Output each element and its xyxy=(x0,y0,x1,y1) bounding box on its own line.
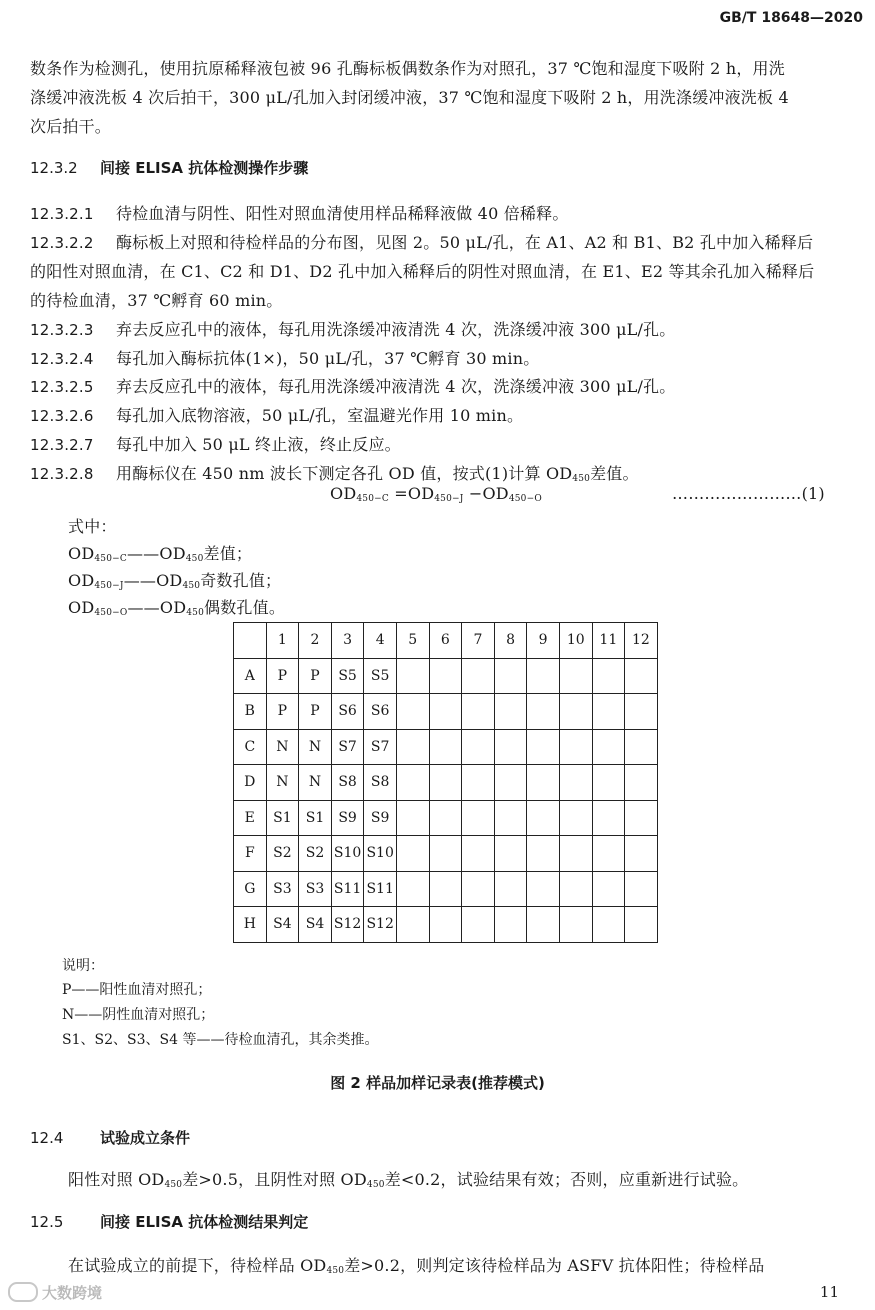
para-sub: 450 xyxy=(164,1180,183,1190)
table-row xyxy=(234,800,658,836)
table-cell xyxy=(527,765,560,801)
column-header-cell: 6 xyxy=(429,623,462,659)
formula-sub-j: 450−J xyxy=(434,494,464,504)
table-cell xyxy=(527,907,560,943)
section-number: 12.5 xyxy=(30,1213,64,1231)
step-12-3-2-4 xyxy=(30,346,539,369)
table-cell: N xyxy=(299,765,332,801)
section-12-5-heading xyxy=(30,1211,308,1232)
row-header-cell: A xyxy=(234,658,267,694)
para-sub: 450 xyxy=(326,1266,345,1276)
table-cell: S12 xyxy=(364,907,397,943)
section-title: 试验成立条件 xyxy=(100,1129,191,1147)
where-od-sub: 450 xyxy=(182,581,201,591)
row-header-cell: C xyxy=(234,729,267,765)
table-cell xyxy=(396,800,429,836)
table-cell xyxy=(592,729,625,765)
column-header-cell: 3 xyxy=(331,623,364,659)
table-cell xyxy=(494,658,527,694)
step-text-tail: 差值。 xyxy=(590,464,639,483)
section-title: 间接 ELISA 抗体检测操作步骤 xyxy=(100,159,309,177)
step-number: 12.3.2.2 xyxy=(30,234,94,252)
table-cell xyxy=(396,658,429,694)
table-row xyxy=(234,729,658,765)
legend-item-s: S1、S2、S3、S4 等——待检血清孔，其余类推。 xyxy=(62,1032,379,1048)
column-header-cell: 5 xyxy=(396,623,429,659)
table-cell xyxy=(625,871,658,907)
step-12-3-2-5 xyxy=(30,374,675,397)
table-cell xyxy=(494,836,527,872)
table-cell xyxy=(494,729,527,765)
table-cell xyxy=(494,907,527,943)
legend-item-n: N——阴性血清对照孔； xyxy=(62,1007,215,1023)
step-text: 用酶标仪在 450 nm 波长下测定各孔 OD 值，按式(1)计算 OD xyxy=(116,464,573,483)
table-cell xyxy=(592,871,625,907)
formula-reference xyxy=(672,484,825,503)
table-cell xyxy=(592,907,625,943)
table-cell xyxy=(559,765,592,801)
plate-layout-table xyxy=(233,622,658,943)
table-cell: S1 xyxy=(266,800,299,836)
step-12-3-2-7 xyxy=(30,432,401,455)
where-item-j xyxy=(68,568,281,591)
row-header-cell: F xyxy=(234,836,267,872)
where-desc: 差值； xyxy=(203,544,253,563)
step-number: 12.3.2.1 xyxy=(30,205,94,223)
step-number: 12.3.2.6 xyxy=(30,407,94,425)
standard-number: GB/T 18648—2020 xyxy=(719,10,863,26)
table-cell xyxy=(592,836,625,872)
where-sym: OD xyxy=(68,598,95,617)
table-cell xyxy=(527,658,560,694)
table-cell xyxy=(462,765,495,801)
step-text: 弃去反应孔中的液体，每孔用洗涤缓冲液清洗 4 次，洗涤缓冲液 300 μL/孔。 xyxy=(116,320,676,339)
table-cell xyxy=(494,871,527,907)
formula-minus: − xyxy=(468,484,483,503)
where-sym: OD xyxy=(68,571,95,590)
where-dash: —— xyxy=(127,598,160,617)
table-cell: S8 xyxy=(364,765,397,801)
table-row xyxy=(234,765,658,801)
table-cell xyxy=(462,907,495,943)
where-item-o xyxy=(68,595,285,618)
table-cell: S3 xyxy=(266,871,299,907)
table-cell xyxy=(625,907,658,943)
where-sub: 450−O xyxy=(94,608,128,618)
row-header-cell: G xyxy=(234,871,267,907)
table-cell: N xyxy=(266,729,299,765)
column-header-cell: 10 xyxy=(559,623,592,659)
table-cell: S10 xyxy=(364,836,397,872)
table-cell: S12 xyxy=(331,907,364,943)
table-cell xyxy=(429,729,462,765)
step-number: 12.3.2.5 xyxy=(30,378,94,396)
table-cell xyxy=(494,765,527,801)
table-cell: P xyxy=(299,658,332,694)
table-cell xyxy=(559,729,592,765)
where-desc: 奇数孔值； xyxy=(200,571,282,590)
table-cell: S3 xyxy=(299,871,332,907)
table-cell: P xyxy=(266,694,299,730)
table-row xyxy=(234,907,658,943)
table-cell xyxy=(462,694,495,730)
figure-caption: 图 2 样品加样记录表(推荐模式) xyxy=(330,1074,545,1092)
para-text: 差>0.5，且阴性对照 OD xyxy=(182,1170,367,1189)
where-item-c xyxy=(68,541,252,564)
table-cell: S7 xyxy=(364,729,397,765)
table-cell xyxy=(592,658,625,694)
table-cell xyxy=(462,836,495,872)
table-cell: N xyxy=(299,729,332,765)
table-cell: S10 xyxy=(331,836,364,872)
table-cell xyxy=(559,836,592,872)
step-12-3-2-3 xyxy=(30,317,675,340)
table-cell xyxy=(559,694,592,730)
step-number: 12.3.2.4 xyxy=(30,350,94,368)
table-cell xyxy=(462,658,495,694)
table-cell xyxy=(592,800,625,836)
column-header-cell: 7 xyxy=(462,623,495,659)
formula-sub-c: 450−C xyxy=(356,494,389,504)
table-cell: S1 xyxy=(299,800,332,836)
table-cell: S11 xyxy=(331,871,364,907)
table-cell: S2 xyxy=(266,836,299,872)
table-cell: S9 xyxy=(364,800,397,836)
table-cell: S11 xyxy=(364,871,397,907)
intro-line-1: 数条作为检测孔，使用抗原稀释液包被 96 孔酶标板偶数条作为对照孔，37 ℃饱和湿度下吸附 2 h，用洗 xyxy=(30,59,785,78)
column-header-cell: 12 xyxy=(625,623,658,659)
row-header-cell: H xyxy=(234,907,267,943)
row-header-cell: B xyxy=(234,694,267,730)
watermark-logo xyxy=(8,1282,102,1303)
table-row xyxy=(234,836,658,872)
step-12-3-2-6 xyxy=(30,403,523,426)
table-row xyxy=(234,658,658,694)
intro-line-2: 涤缓冲液洗板 4 次后拍干，300 μL/孔加入封闭缓冲液，37 ℃饱和湿度下吸附 2 h，用洗涤缓冲液洗板 4 xyxy=(30,88,789,107)
table-header-row xyxy=(234,623,658,659)
table-cell xyxy=(625,658,658,694)
table-row xyxy=(234,694,658,730)
page-number: 11 xyxy=(819,1283,839,1301)
table-cell: S4 xyxy=(299,907,332,943)
step-number: 12.3.2.3 xyxy=(30,321,94,339)
para-sub: 450 xyxy=(366,1180,385,1190)
column-header-cell: 2 xyxy=(299,623,332,659)
table-cell xyxy=(527,694,560,730)
where-od: OD xyxy=(159,544,186,563)
column-header-cell xyxy=(234,623,267,659)
table-cell: S5 xyxy=(364,658,397,694)
table-cell xyxy=(527,871,560,907)
where-title: 式中： xyxy=(68,517,117,536)
where-dash: —— xyxy=(123,571,157,590)
table-cell xyxy=(396,765,429,801)
table-cell xyxy=(625,800,658,836)
table-cell: S9 xyxy=(331,800,364,836)
table-cell xyxy=(429,871,462,907)
table-cell xyxy=(559,907,592,943)
table-cell xyxy=(559,800,592,836)
row-header-cell: E xyxy=(234,800,267,836)
formula-od-j: OD xyxy=(407,484,435,503)
table-cell xyxy=(625,694,658,730)
table-cell xyxy=(396,836,429,872)
table-cell xyxy=(625,765,658,801)
table-cell: S8 xyxy=(331,765,364,801)
table-cell xyxy=(625,836,658,872)
para-text: 差>0.2，则判定该待检样品为 ASFV 抗体阳性；待检样品 xyxy=(344,1256,765,1275)
section-title: 间接 ELISA 抗体检测结果判定 xyxy=(100,1213,309,1231)
table-cell xyxy=(527,836,560,872)
table-cell xyxy=(396,694,429,730)
table-cell: S7 xyxy=(331,729,364,765)
para-text: 阳性对照 OD xyxy=(68,1170,165,1189)
table-cell xyxy=(429,836,462,872)
formula-dots: …………………… xyxy=(672,484,802,503)
section-number: 12.4 xyxy=(30,1129,64,1147)
od-subscript: 450 xyxy=(572,474,591,484)
table-cell xyxy=(429,765,462,801)
where-dash: —— xyxy=(126,544,160,563)
table-cell xyxy=(625,729,658,765)
table-cell xyxy=(429,694,462,730)
table-cell xyxy=(429,907,462,943)
formula-sub-o: 450−O xyxy=(508,494,542,504)
table-cell xyxy=(592,765,625,801)
table-cell: S5 xyxy=(331,658,364,694)
column-header-cell: 9 xyxy=(527,623,560,659)
step-text: 酶标板上对照和待检样品的分布图，见图 2。50 μL/孔，在 A1、A2 和 B1、B2 孔中加入稀释后 xyxy=(116,233,814,252)
step-text: 每孔加入酶标抗体(1×)，50 μL/孔，37 ℃孵育 30 min。 xyxy=(116,349,540,368)
section-12-3-2-heading xyxy=(30,157,308,178)
step-text: 每孔加入底物溶液，50 μL/孔，室温避光作用 10 min。 xyxy=(116,406,524,425)
table-cell xyxy=(396,907,429,943)
watermark-text: 大数跨境 xyxy=(42,1284,103,1302)
section-12-4-heading xyxy=(30,1127,190,1148)
table-cell: S6 xyxy=(364,694,397,730)
table-cell xyxy=(462,729,495,765)
section-12-4-paragraph xyxy=(68,1167,748,1190)
table-cell: S2 xyxy=(299,836,332,872)
formula-equals: = xyxy=(394,484,408,503)
step-text: 每孔中加入 50 μL 终止液，终止反应。 xyxy=(116,435,401,454)
formula-od-c: OD xyxy=(330,484,357,503)
step-12-3-2-2-line-3: 的待检血清，37 ℃孵育 60 min。 xyxy=(30,291,283,310)
column-header-cell: 1 xyxy=(266,623,299,659)
table-cell xyxy=(592,694,625,730)
table-cell xyxy=(559,871,592,907)
formula-od-o: OD xyxy=(482,484,509,503)
step-12-3-2-2 xyxy=(30,230,813,253)
step-12-3-2-2-line-2: 的阳性对照血清，在 C1、C2 和 D1、D2 孔中加入稀释后的阴性对照血清，在 E1、E2 等其余孔加入稀释后 xyxy=(30,262,815,281)
step-text: 弃去反应孔中的液体，每孔用洗涤缓冲液清洗 4 次，洗涤缓冲液 300 μL/孔。 xyxy=(116,377,676,396)
watermark-icon xyxy=(8,1282,38,1302)
para-text: 差<0.2，试验结果有效；否则，应重新进行试验。 xyxy=(384,1170,749,1189)
table-cell: N xyxy=(266,765,299,801)
legend-title: 说明： xyxy=(62,958,104,974)
where-sub: 450−J xyxy=(94,581,124,591)
step-text: 待检血清与阴性、阳性对照血清使用样品稀释液做 40 倍稀释。 xyxy=(116,204,569,223)
table-cell: S6 xyxy=(331,694,364,730)
table-cell xyxy=(462,800,495,836)
para-text: 在试验成立的前提下，待检样品 OD xyxy=(68,1256,327,1275)
table-cell xyxy=(429,658,462,694)
section-12-5-paragraph xyxy=(68,1253,764,1276)
column-header-cell: 8 xyxy=(494,623,527,659)
table-cell xyxy=(429,800,462,836)
where-od: OD xyxy=(156,571,183,590)
table-cell: P xyxy=(266,658,299,694)
column-header-cell: 11 xyxy=(592,623,625,659)
table-cell xyxy=(396,871,429,907)
where-od-sub: 450 xyxy=(185,554,204,564)
table-cell xyxy=(527,800,560,836)
table-row xyxy=(234,871,658,907)
where-desc: 偶数孔值。 xyxy=(204,598,286,617)
row-header-cell: D xyxy=(234,765,267,801)
where-od-sub: 450 xyxy=(186,608,205,618)
column-header-cell: 4 xyxy=(364,623,397,659)
table-cell xyxy=(396,729,429,765)
where-od: OD xyxy=(159,598,187,617)
formula-number: (1) xyxy=(801,484,825,503)
section-number: 12.3.2 xyxy=(30,159,78,177)
step-number: 12.3.2.8 xyxy=(30,465,94,483)
where-sub: 450−C xyxy=(94,554,127,564)
step-12-3-2-8 xyxy=(30,461,639,484)
formula xyxy=(330,484,542,504)
table-cell xyxy=(494,800,527,836)
step-12-3-2-1 xyxy=(30,201,569,224)
where-sym: OD xyxy=(68,544,95,563)
table-cell: P xyxy=(299,694,332,730)
legend-item-p: P——阳性血清对照孔； xyxy=(62,982,212,998)
table-cell xyxy=(462,871,495,907)
table-cell xyxy=(494,694,527,730)
intro-line-3: 次后拍干。 xyxy=(30,117,112,136)
table-cell xyxy=(559,658,592,694)
table-cell: S4 xyxy=(266,907,299,943)
table-cell xyxy=(527,729,560,765)
step-number: 12.3.2.7 xyxy=(30,436,94,454)
